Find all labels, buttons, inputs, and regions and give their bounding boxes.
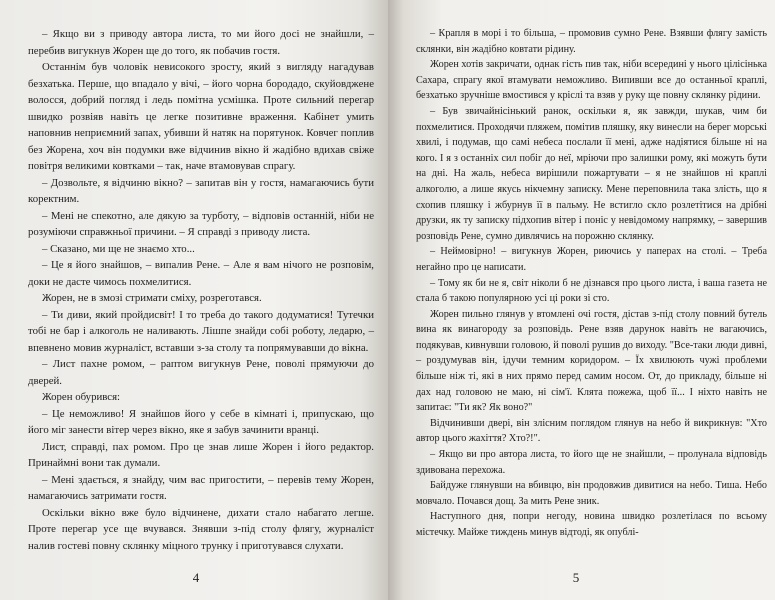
paragraph: Жорен, не в змозі стримати сміху, розреготався. bbox=[42, 292, 262, 304]
right-page bbox=[388, 0, 775, 600]
paragraph: – Мені не спекотно, але дякую за турботу, – відповів останній, ніби не розуміючи справжньої причини. – Я справді з приводу листа. bbox=[28, 209, 374, 238]
paragraph: Останнім був чоловік невисокого зросту, який з вигляду нагадував безхатька. Перше, що впадало у вічі, – його чорна бородадо, скуйовджене волосся, добрий погляд і ледь помітна усмішка. Проте сильний перегар швидко розвіяв навіть це легке позитивне враження. Кабінет умить наповнив неприємний запах, убивши й натяк на порятунок. Ковчег поплив без Жорена, хоч він подумки вже відчинив вікно й жадібно вдихав свіже повітря великими ковтками – так, наче втамовував спрагу. bbox=[28, 61, 374, 172]
paragraph: – Це я його знайшов, – випалив Рене. – Але я вам нічого не розповім, доки не дасте чимось похмелитися. bbox=[28, 259, 374, 288]
paragraph: Байдуже глянувши на вбивцю, він продовжив дивитися на небо. Тиша. Небо мовчало. Почався дощ. За мить Рене зник. bbox=[416, 480, 767, 507]
page-number: 5 bbox=[572, 570, 580, 585]
paragraph: Лист, справді, пах ромом. Про це знав лише Жорен і його редактор. Принаймні вони так думали. bbox=[28, 440, 374, 469]
paragraph: – Якщо ви про автора листа, то його ще не знайшли, – пролунала відповідь здивована перехожа. bbox=[416, 449, 767, 476]
paragraph: Жорен хотів закричати, однак гість пив так, ніби всередині у нього цілісінька Сахара, спрагу якої втамувати неможливо. Випивши все до останньої краплі, безхатько зручніше вмостився у кріслі та взяв у руку ще повну склянку рідини. bbox=[416, 59, 767, 102]
paragraph: – Якщо ви з приводу автора листа, то ми його досі не знайшли, – перебив вигукнув Жорен ще до того, як побачив гостя. bbox=[28, 28, 374, 57]
paragraph: – Крапля в морі і то більша, – промовив сумно Рене. Взявши флягу замість склянки, він жадібно ковтати рідину. bbox=[416, 28, 767, 55]
paragraph: – Тому як би не я, світ ніколи б не дізнався про цього листа, і ваша газета не стала б такою популярною усі ці роки зі сто. bbox=[416, 277, 767, 305]
paragraph: Жорен пильно глянув у втомлені очі гостя, дістав з-під столу повний бутель вина як винагороду за розповідь. Рене взяв дарунок навіть не вагаючись, подякував, кивнувши головою, й поволі рушив до виходу. "Все-таки люди дивні, – роздумував він, ідучи темним коридором. – Їх хвилюють чужі проблеми більше ніж ті, які в них прямо перед самим носом. От, до прикладу, більше ні дах над головою не маю, ні сім'ї. Клята пожежа, щоб її... І ніхто навіть не запитає: "Ти як? Як воно?" bbox=[416, 308, 767, 414]
paragraph: – Сказано, ми ще не знаємо хто... bbox=[42, 242, 195, 255]
paragraph: Наступного дня, попри негоду, новина швидко розлетілася по всьому містечку. Майже тиждень минув відтоді, як опублі- bbox=[416, 511, 767, 538]
paragraph: – Дозвольте, я відчиню вікно? – запитав він у гостя, намагаючись бути коректним. bbox=[28, 176, 374, 205]
paragraph: – Мені здається, я знайду, чим вас пригостити, – перевів тему Жорен, намагаючись затримати гостя. bbox=[28, 473, 374, 502]
right-page-text bbox=[416, 26, 767, 541]
paragraph: Жорен обурився: bbox=[42, 391, 121, 403]
paragraph: Оскільки вікно вже було відчинене, дихати стало набагато легше. Проте перегар усе ще вчувався. Знявши з-під столу флягу, журналіст налив гостеві повну склянку міцного трунку і приготувався слухати. bbox=[28, 506, 374, 552]
left-page-text bbox=[28, 26, 374, 554]
paragraph: – Це неможливо! Я знайшов його у себе в кімнаті і, припускаю, що його міг занести вітер через вікно, яке я забув зачинити вранці. bbox=[28, 407, 374, 436]
page-number: 4 bbox=[192, 570, 200, 585]
paragraph: – Був звичайнісінький ранок, оскільки я, як завжди, шукав, чим би похмелитися. Проходячи пляжем, помітив пляшку, яку винесли на берег морські хвилі, і подумав, що самі небеса послали її мені, адже надіятися більше ні на кого. І я з останніх сил побіг до неї, мріючи про залишки рому, які можуть бути на дні. На жаль, небеса вирішили пожартувати – я не знайшов ні краплі алкоголю, а лише якусь нікчемну записку. Мене переповнила така злість, що я схопив пляшку і жбурнув її в пальму. Не встигло скло розлетітися на дрібні друзки, як ту записку підхопив вітер і поніс у невідомому напрямку, – завершив розповідь Рене, сумно дивлячись на порожню склянку. bbox=[416, 105, 767, 242]
paragraph: – Лист пахне ромом, – раптом вигукнув Рене, поволі прямуючи до дверей. bbox=[28, 358, 374, 387]
paragraph: – Неймовірно! – вигукнув Жорен, риючись у паперах на столі. – Треба негайно про це написати. bbox=[416, 246, 767, 273]
paragraph: Відчинивши двері, він злісним поглядом глянув на небо й викрикнув: "Хто автор цього жахіття? Хто?!". bbox=[416, 417, 767, 445]
paragraph: – Ти диви, який пройдисвіт! І то треба до такого додуматися! Тутечки тобі не бар і алкоголь не наливають. Лішпе знайди собі роботу, ледарю, – впевнено мовив журналіст, вставши з-за столу та попрямувавши до вікна. bbox=[28, 308, 374, 354]
